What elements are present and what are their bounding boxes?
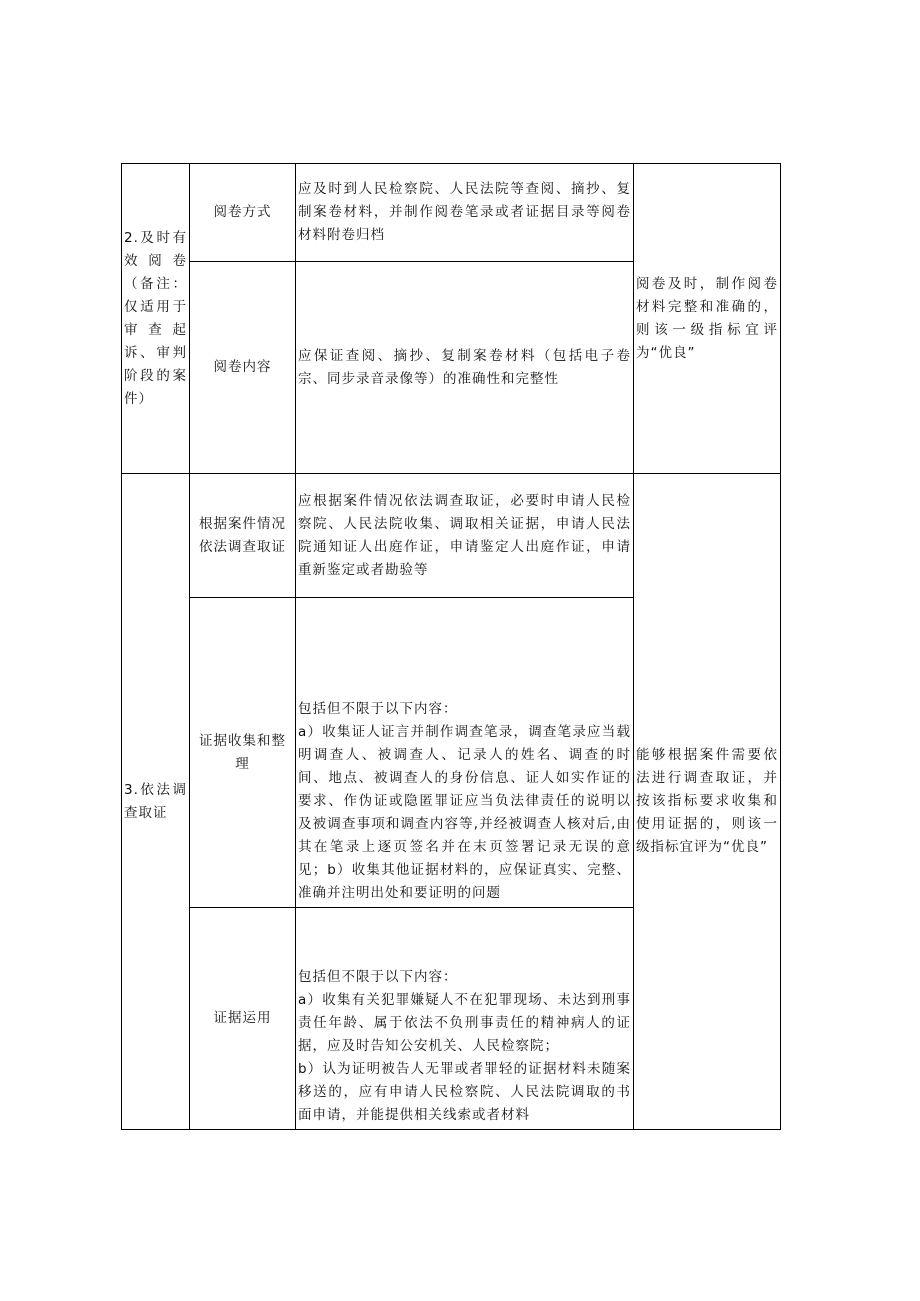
item-name-cell: 根据案件情况依法调查取证 xyxy=(190,474,296,598)
item-name-cell: 阅卷内容 xyxy=(190,262,296,474)
content-intro: 包括但不限于以下内容： xyxy=(298,701,458,717)
standard-cell: 能够根据案件需要依法进行调查取证，并按该指标要求收集和使用证据的，则该一级指标宜评为“优良” xyxy=(634,474,781,1130)
content-intro: 包括但不限于以下内容： xyxy=(298,969,458,985)
category-cell: 2.及时有效阅卷（备注：仅适用于审查起诉、审判阶段的案件） xyxy=(122,164,190,474)
standard-cell: 阅卷及时，制作阅卷材料完整和准确的，则该一级指标宜评为“优良” xyxy=(634,164,781,474)
category-cell: 3.依法调查取证 xyxy=(122,474,190,1130)
item-name-cell: 证据收集和整理 xyxy=(190,598,296,908)
item-content-cell xyxy=(296,598,634,908)
content-point-a: a）收集有关犯罪嫌疑人不在犯罪现场、未达到刑事责任年龄、属于依法不负刑事责任的精神病人的证据，应及时告知公安机关、人民检察院； xyxy=(298,992,631,1054)
table-row xyxy=(122,164,781,262)
item-name-cell: 证据运用 xyxy=(190,908,296,1130)
table-row xyxy=(122,474,781,598)
item-name-cell: 阅卷方式 xyxy=(190,164,296,262)
item-content-cell: 应根据案件情况依法调查取证，必要时申请人民检察院、人民法院收集、调取相关证据，申请人民法院通知证人出庭作证，申请鉴定人出庭作证，申请重新鉴定或者勘验等 xyxy=(296,474,634,598)
evaluation-table xyxy=(121,163,781,1130)
item-content-cell: 应及时到人民检察院、人民法院等查阅、摘抄、复制案卷材料，并制作阅卷笔录或者证据目录等阅卷材料附卷归档 xyxy=(296,164,634,262)
item-content-cell: 应保证查阅、摘抄、复制案卷材料（包括电子卷宗、同步录音录像等）的准确性和完整性 xyxy=(296,262,634,474)
item-content-cell xyxy=(296,908,634,1130)
content-body: a）收集证人证言并制作调查笔录，调查笔录应当载明调查人、被调查人、记录人的姓名、调查的时间、地点、被调查人的身份信息、证人如实作证的要求、作伪证或隐匿罪证应当负法律责任的说明以及被调查事项和调查内容等,并经被调查人核对后,由其在笔录上逐页签名并在末页签署记录无误的意见；b）收集其他证据材料的，应保证真实、完整、准确并注明出处和要证明的问题 xyxy=(298,724,631,901)
content-point-b: b）认为证明被告人无罪或者罪轻的证据材料未随案移送的，应有申请人民检察院、人民法院调取的书面申请，并能提供相关线索或者材料 xyxy=(298,1061,631,1123)
